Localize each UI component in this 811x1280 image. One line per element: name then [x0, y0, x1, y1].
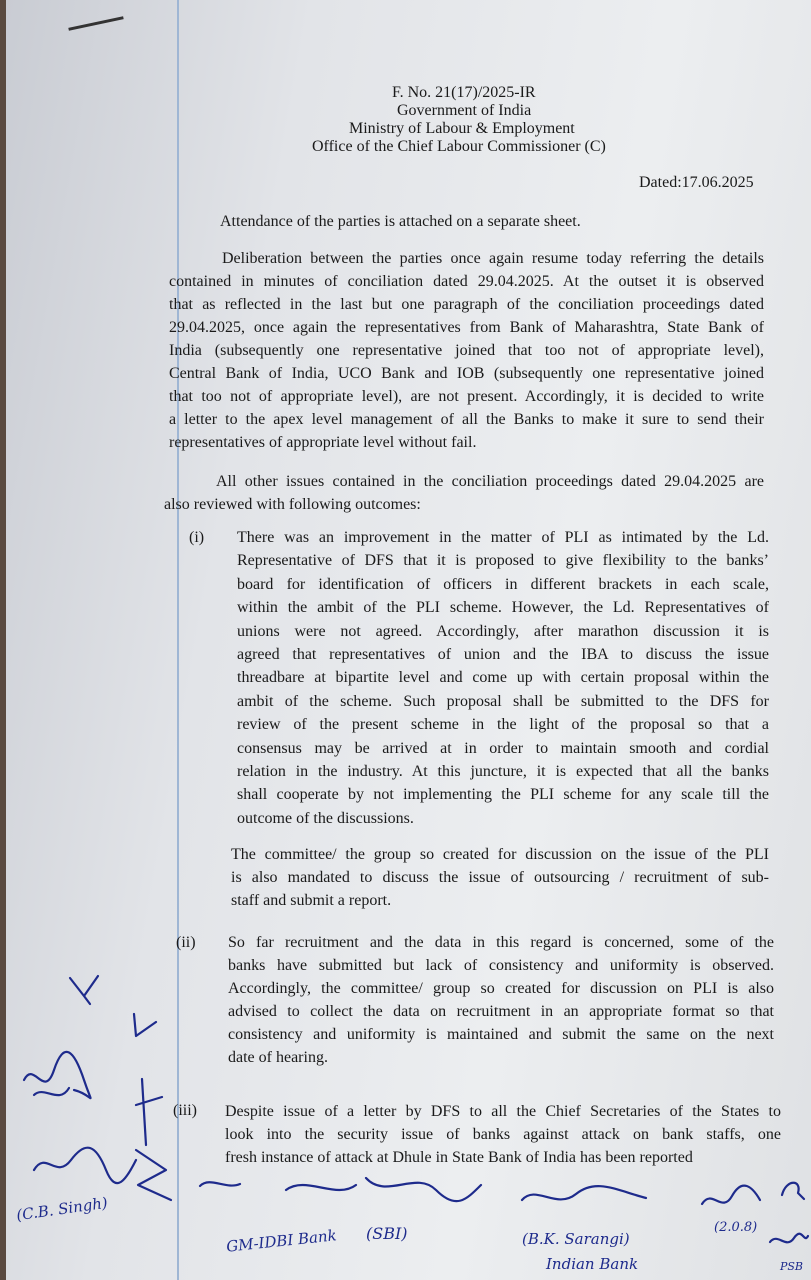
para-line: is also mandated to discuss the issue of outsourcing / recruitment of sub- [231, 869, 769, 886]
para-line: review of the present scheme in the light of the proposal so that a [237, 716, 769, 734]
signature-name-1: (C.B. Singh) [15, 1193, 109, 1225]
para-line: All other issues contained in the conciliation proceedings dated 29.04.2025 are [216, 473, 764, 490]
tick-signature [66, 970, 106, 1010]
para-line: within the ambit of the PLI scheme. However, the Ld. Representatives of [237, 599, 769, 617]
para-line: look into the security issue of banks against attack on bank staffs, one [225, 1126, 781, 1143]
signature-name-3: (B.K. Sarangi) [522, 1230, 630, 1248]
corner-signature [776, 1175, 810, 1205]
para-line: The committee/ the group so created for discussion on the issue of the PLI [231, 846, 769, 863]
para-line: outcome of the discussions. [237, 809, 414, 827]
para-line: shall cooperate by not implementing the PLI scheme for any scale till the [237, 786, 769, 804]
para-line: also reviewed with following outcomes: [164, 496, 421, 513]
attendance-note: Attendance of the parties is attached on a separate sheet. [220, 213, 581, 230]
signature-org-3: Indian Bank [546, 1255, 639, 1273]
signature-name-2: GM-IDBI Bank [225, 1226, 338, 1256]
item-iii-paragraph [225, 1100, 781, 1169]
para-line: contained in minutes of conciliation dated 29.04.2025. At the outset it is observed [169, 273, 764, 290]
para-line: date of hearing. [228, 1049, 328, 1066]
para-line: banks have submitted but lack of consistency and uniformity is observed. [228, 957, 774, 974]
para-line: ambit of the scheme. Such proposal shall be submitted to the DFS for [237, 692, 769, 710]
para-line: So far recruitment and the data in this regard is concerned, some of the [228, 934, 774, 951]
other-issues-paragraph [164, 470, 764, 516]
para-line: Deliberation between the parties once again resume today referring the details [222, 250, 764, 267]
initial-signature [128, 1010, 162, 1040]
para-line: a letter to the apex level management of all the Banks to make it sure to send their [169, 411, 764, 428]
deliberation-paragraph [169, 247, 764, 454]
sarangi-signature [516, 1180, 656, 1220]
para-line: threadbare at bipartite level and come up with certain proposal within the [237, 669, 769, 687]
date-signature [696, 1180, 766, 1220]
para-line: that as reflected in the last but one paragraph of the conciliation proceedings dated [169, 296, 764, 313]
para-line: advised to collect the data on recruitment in an appropriate format so that [228, 1003, 774, 1020]
pen-stroke-mark [68, 16, 123, 31]
para-line: Accordingly, the committee/ group so created for discussion on PLI is also [228, 980, 774, 997]
item-iii-numeral: (iii) [173, 1102, 197, 1119]
para-line: that too not of appropriate level), are not present. Accordingly, it is decided to write [169, 388, 764, 405]
ministry-line: Ministry of Labour & Employment [349, 120, 575, 137]
scribble-signature-2 [196, 1170, 496, 1270]
para-line: Representative of DFS that it is proposed to give flexibility to the banks’ [237, 552, 769, 570]
office-line: Office of the Chief Labour Commissioner (C) [312, 138, 606, 155]
item-ii-numeral: (ii) [176, 934, 196, 951]
para-line: 29.04.2025, once again the representatives from Bank of Maharashtra, State Bank of [169, 319, 764, 336]
para-line: Central Bank of India, UCO Bank and IOB (subsequently one representative joined [169, 365, 764, 382]
scribble-signature-1 [14, 1040, 104, 1110]
item-i-numeral: (i) [189, 529, 205, 546]
para-line: India (subsequently one representative joined that too not of appropriate level), [169, 342, 764, 359]
para-line: There was an improvement in the matter of PLI as intimated by the Ld. [237, 529, 769, 546]
para-line: consensus may be arrived at in order to maintain smooth and cordial [237, 739, 769, 757]
para-line: staff and submit a report. [231, 892, 392, 909]
signature-org-5: PSB [780, 1260, 804, 1273]
signature-date-4: (2.0.8) [714, 1220, 758, 1235]
government-line: Government of India [397, 102, 532, 119]
para-line: relation in the industry. At this juncture, it is expected that all the banks [237, 763, 769, 781]
signature-org-2: (SBI) [366, 1224, 408, 1243]
margin-rule [177, 0, 179, 1280]
para-line: consistency and uniformity is maintained and submit the same on the next [228, 1026, 774, 1043]
dated-line: Dated:17.06.2025 [639, 174, 754, 191]
corner-scribble [766, 1228, 810, 1262]
para-line: Despite issue of a letter by DFS to all the Chief Secretaries of the States to [225, 1103, 781, 1120]
zigzag-signature [126, 1140, 186, 1220]
item-ii-paragraph [228, 931, 774, 1069]
file-number: F. No. 21(17)/2025-IR [392, 84, 536, 101]
item-i-paragraph [237, 526, 769, 830]
para-line: unions were not agreed. Accordingly, after marathon discussion it is [237, 622, 769, 640]
para-line: representatives of appropriate level without fail. [169, 434, 477, 451]
committee-paragraph [231, 843, 769, 912]
para-line: fresh instance of attack at Dhule in State Bank of India has been reported [225, 1149, 693, 1166]
para-line: agreed that representatives of union and the IBA to discuss the issue [237, 646, 769, 664]
para-line: board for identification of officers in different brackets in each scale, [237, 575, 769, 593]
document-page [6, 0, 811, 1280]
